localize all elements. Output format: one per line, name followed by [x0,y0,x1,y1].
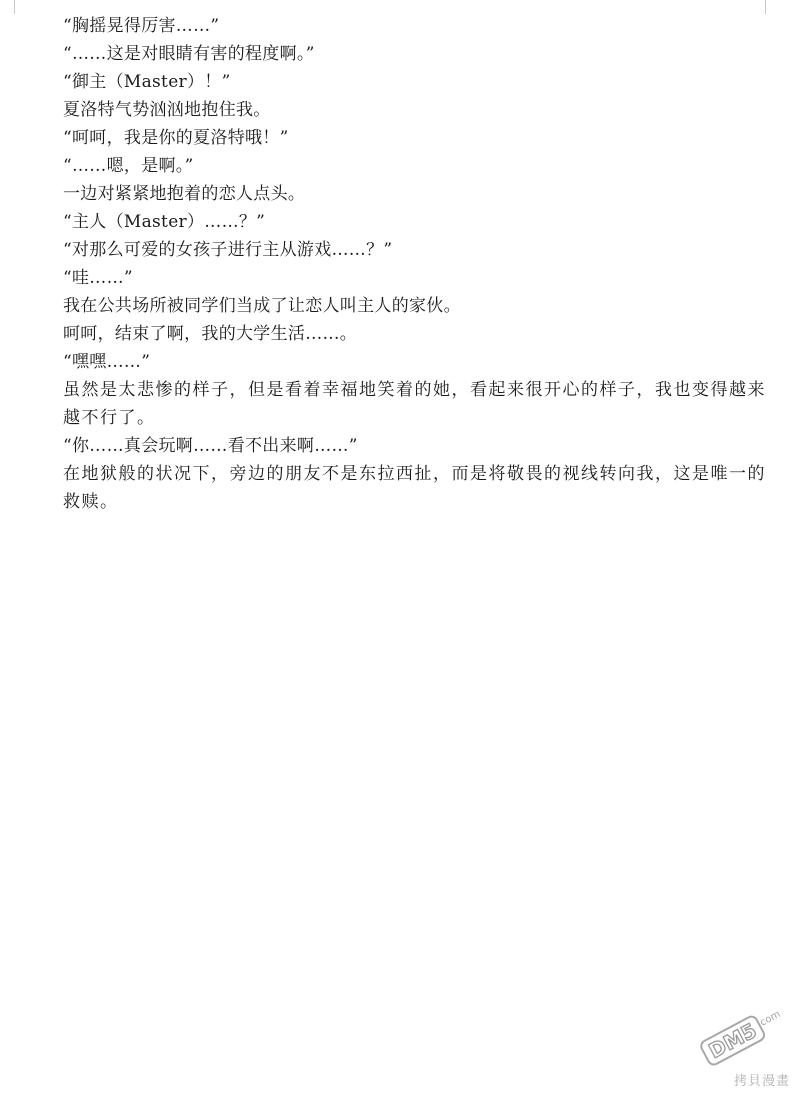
paragraph: “……这是对眼睛有害的程度啊。” [63,44,315,64]
watermark-logo-text: DM5 [704,1018,761,1064]
paragraph: “主人（Master）……？” [63,212,266,232]
paragraph: “呵呵，我是你的夏洛特哦！” [63,128,289,148]
paragraph: 在地狱般的状况下，旁边的朋友不是东拉西扯，而是将敬畏的视线转向我，这是唯一的救赎。 [63,464,766,512]
paragraph: “你……真会玩啊……看不出来啊……” [63,436,358,456]
paragraph: “……嗯，是啊。” [63,156,194,176]
paragraph: “御主（Master）！” [63,72,231,92]
paragraph: 虽然是太悲惨的样子，但是看着幸福地笑着的她，看起来很开心的样子，我也变得越来越不行了。 [63,380,766,428]
paragraph: “哇……” [63,268,133,288]
dm5-logo-icon [692,999,792,1069]
watermark-caption: 拷貝漫畫 [733,1074,790,1089]
paragraph: 呵呵，结束了啊，我的大学生活……。 [63,324,358,344]
paragraph: “嘿嘿……” [63,352,151,372]
paragraph: “胸摇晃得厉害……” [63,16,220,36]
document-body [30,12,775,516]
paragraph: 我在公共场所被同学们当成了让恋人叫主人的家伙。 [63,296,461,316]
paragraph: 一边对紧紧地抱着的恋人点头。 [63,184,306,204]
watermark-domain-text: .com [755,1008,783,1031]
watermark [692,999,792,1089]
paragraph: “对那么可爱的女孩子进行主从游戏……？” [63,240,393,260]
paragraph: 夏洛特气势汹汹地抱住我。 [63,100,271,120]
crop-mark-top-left [0,0,15,14]
